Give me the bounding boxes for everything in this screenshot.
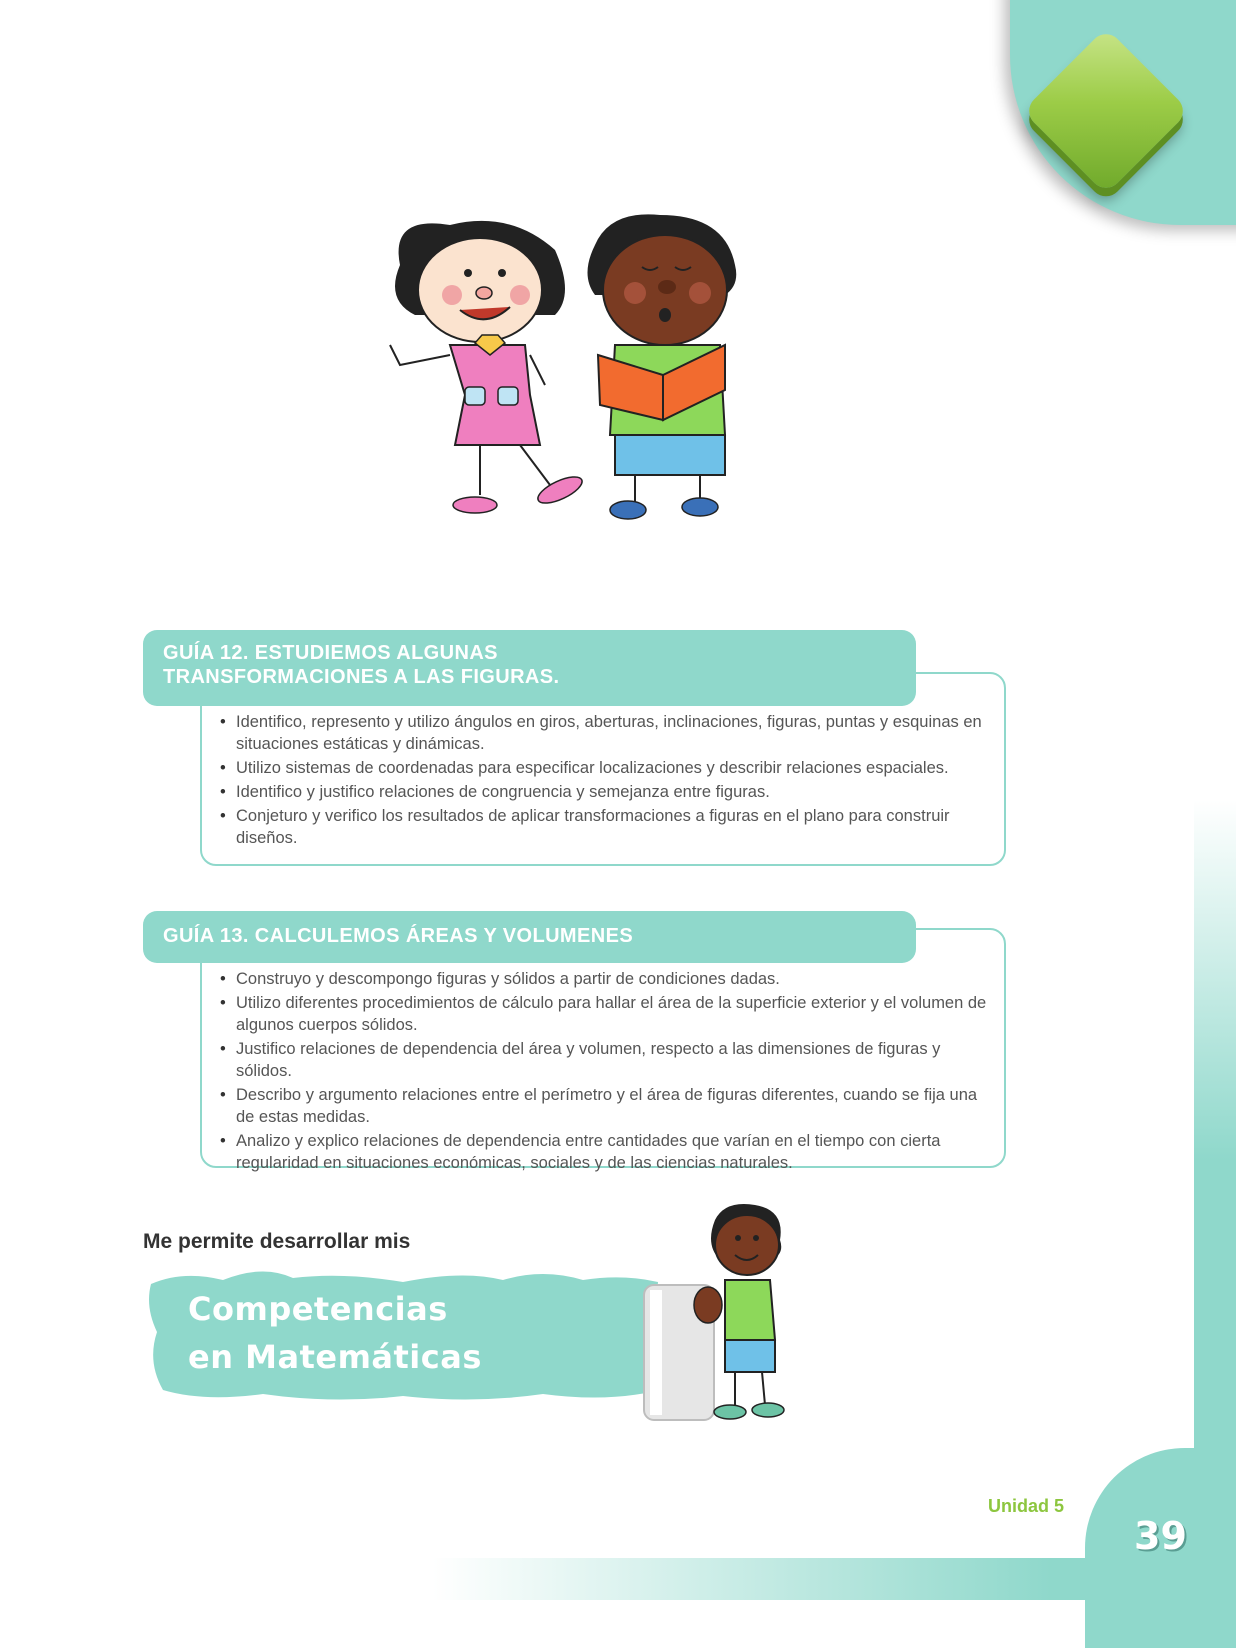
list-item: • Identifico y justifico relaciones de congruencia y semejanza entre figuras. — [220, 781, 990, 803]
list-item: • Analizo y explico relaciones de dependencia entre cantidades que varían en el tiempo con cierta regularidad en situaciones económicas, sociales y de las ciencias naturales. — [220, 1130, 995, 1174]
guide-13-list — [220, 968, 995, 1176]
boy-holding-scroll-illustration — [640, 1200, 800, 1430]
boy-figure — [588, 214, 737, 519]
two-kids-illustration — [380, 205, 760, 545]
competencias-intro: Me permite desarrollar mis — [143, 1230, 411, 1253]
girl-figure — [390, 221, 586, 513]
competencias-title-line1: Competencias — [188, 1290, 448, 1328]
list-item: • Utilizo sistemas de coordenadas para especificar localizaciones y describir relaciones espaciales. — [220, 757, 990, 779]
list-item: • Utilizo diferentes procedimientos de cálculo para hallar el área de la superficie exterior y el volumen de algunos cuerpos sólidos. — [220, 992, 995, 1036]
competencias-title-line2: en Matemáticas — [188, 1338, 482, 1376]
bottom-decorative-band — [0, 1558, 1236, 1600]
list-item: • Identifico, represento y utilizo ángulos en giros, aberturas, inclinaciones, figuras, puntas y esquinas en situaciones estáticas y dinámicas. — [220, 711, 990, 755]
competencias-banner-shape — [143, 1262, 663, 1404]
guide-12-title-line1: GUÍA 12. ESTUDIEMOS ALGUNAS — [163, 642, 498, 664]
guide-12-header — [143, 630, 916, 706]
list-item: • Conjeturo y verifico los resultados de aplicar transformaciones a figuras en el plano para construir diseños. — [220, 805, 990, 849]
guide-13-title-line1: GUÍA 13. CALCULEMOS ÁREAS Y VOLUMENES — [163, 925, 634, 947]
page-number: 39 — [1134, 1514, 1187, 1558]
guide-13-header — [143, 911, 916, 963]
guide-12-title-line2: TRANSFORMACIONES A LAS FIGURAS. — [163, 666, 560, 688]
unit-label: Unidad 5 — [988, 1496, 1065, 1516]
list-item: • Justifico relaciones de dependencia del área y volumen, respecto a las dimensiones de figuras y sólidos. — [220, 1038, 995, 1082]
list-item: • Describo y argumento relaciones entre el perímetro y el área de figuras diferentes, cuando se fija una de estas medidas. — [220, 1084, 995, 1128]
list-item: • Construyo y descompongo figuras y sólidos a partir de condiciones dadas. — [220, 968, 995, 990]
guide-12-list — [220, 711, 990, 851]
